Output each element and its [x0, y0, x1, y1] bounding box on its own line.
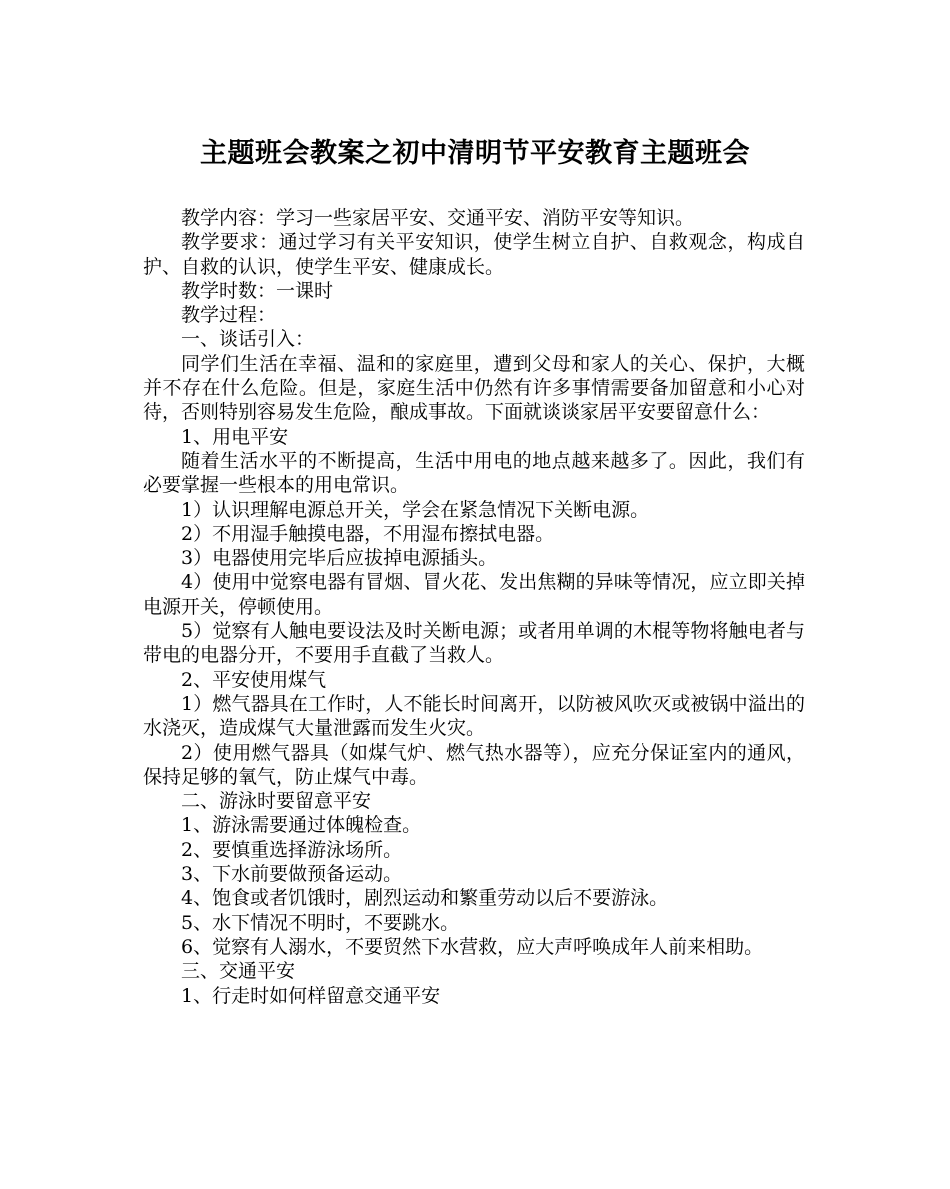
- list-item-swimming-2: 2、要慎重选择游泳场所。: [181, 838, 403, 861]
- document-title: 主题班会教案之初中清明节平安教育主题班会: [200, 138, 750, 169]
- paragraph-electricity-intro: 随着生活水平的不断提高，生活中用电的地点越来越多了。因此，我们有必要掌握一些根本的用电常识。: [143, 449, 805, 497]
- paragraph-teaching-hours: 教学时数：一课时: [181, 279, 334, 302]
- section-heading-traffic: 三、交通平安: [181, 960, 296, 983]
- list-item-swimming-6: 6、觉察有人溺水，不要贸然下水营救，应大声呼唤成年人前来相助。: [181, 935, 764, 958]
- list-item-electricity-5: 5）觉察有人触电要设法及时关断电源；或者用单调的木棍等物将触电者与带电的电器分开，不要用手直截了当救人。: [143, 620, 805, 667]
- section-heading-introduction: 一、谈话引入：: [181, 328, 315, 351]
- document-body: [143, 206, 805, 1008]
- section-heading-swimming: 二、游泳时要留意平安: [181, 790, 372, 813]
- list-item-gas-1: 1）燃气器具在工作时，人不能长时间离开，以防被风吹灭或被锅中溢出的水浇灭，造成煤气大量泄露而发生火灾。: [143, 692, 805, 740]
- list-item-electricity-2: 2）不用湿手触摸电器，不用湿布擦拭电器。: [181, 522, 555, 545]
- list-item-swimming-3: 3、下水前要做预备运动。: [181, 863, 403, 886]
- paragraph-teaching-process: 教学过程：: [181, 304, 277, 327]
- paragraph-introduction: 同学们生活在幸福、温和的家庭里，遭到父母和家人的关心、保护，大概并不存在什么危险。但是，家庭生活中仍然有许多事情需要备加留意和小心对待，否则特别容易发生危险，酿成事故。下面就谈谈家居平安要留意什么：: [143, 352, 805, 424]
- paragraph-teaching-requirements: 教学要求：通过学习有关平安知识，使学生树立自护、自救观念，构成自护、自救的认识，使学生平安、健康成长。: [143, 231, 805, 278]
- list-item-electricity-1: 1）认识理解电源总开关，学会在紧急情况下关断电源。: [181, 498, 650, 521]
- list-item-gas-2: 2）使用燃气器具（如煤气炉、燃气热水器等），应充分保证室内的通风，保持足够的氧气，防止煤气中毒。: [143, 741, 805, 788]
- subheading-gas-safety: 2、平安使用煤气: [181, 668, 327, 691]
- list-item-electricity-3: 3）电器使用完毕后应拔掉电源插头。: [181, 547, 498, 570]
- list-item-swimming-4: 4、饱食或者饥饿时，剧烈运动和繁重劳动以后不要游泳。: [181, 887, 669, 910]
- subheading-walking-safety: 1、行走时如何样留意交通平安: [181, 984, 441, 1007]
- list-item-swimming-1: 1、游泳需要通过体魄检查。: [181, 814, 422, 837]
- list-item-electricity-4: 4）使用中觉察电器有冒烟、冒火花、发出焦糊的异味等情况，应立即关掉电源开关，停顿使用。: [143, 571, 805, 618]
- paragraph-teaching-content: 教学内容：学习一些家居平安、交通平安、消防平安等知识。: [181, 207, 695, 229]
- list-item-swimming-5: 5、水下情况不明时，不要跳水。: [181, 911, 460, 934]
- subheading-electricity-safety: 1、用电平安: [181, 425, 289, 448]
